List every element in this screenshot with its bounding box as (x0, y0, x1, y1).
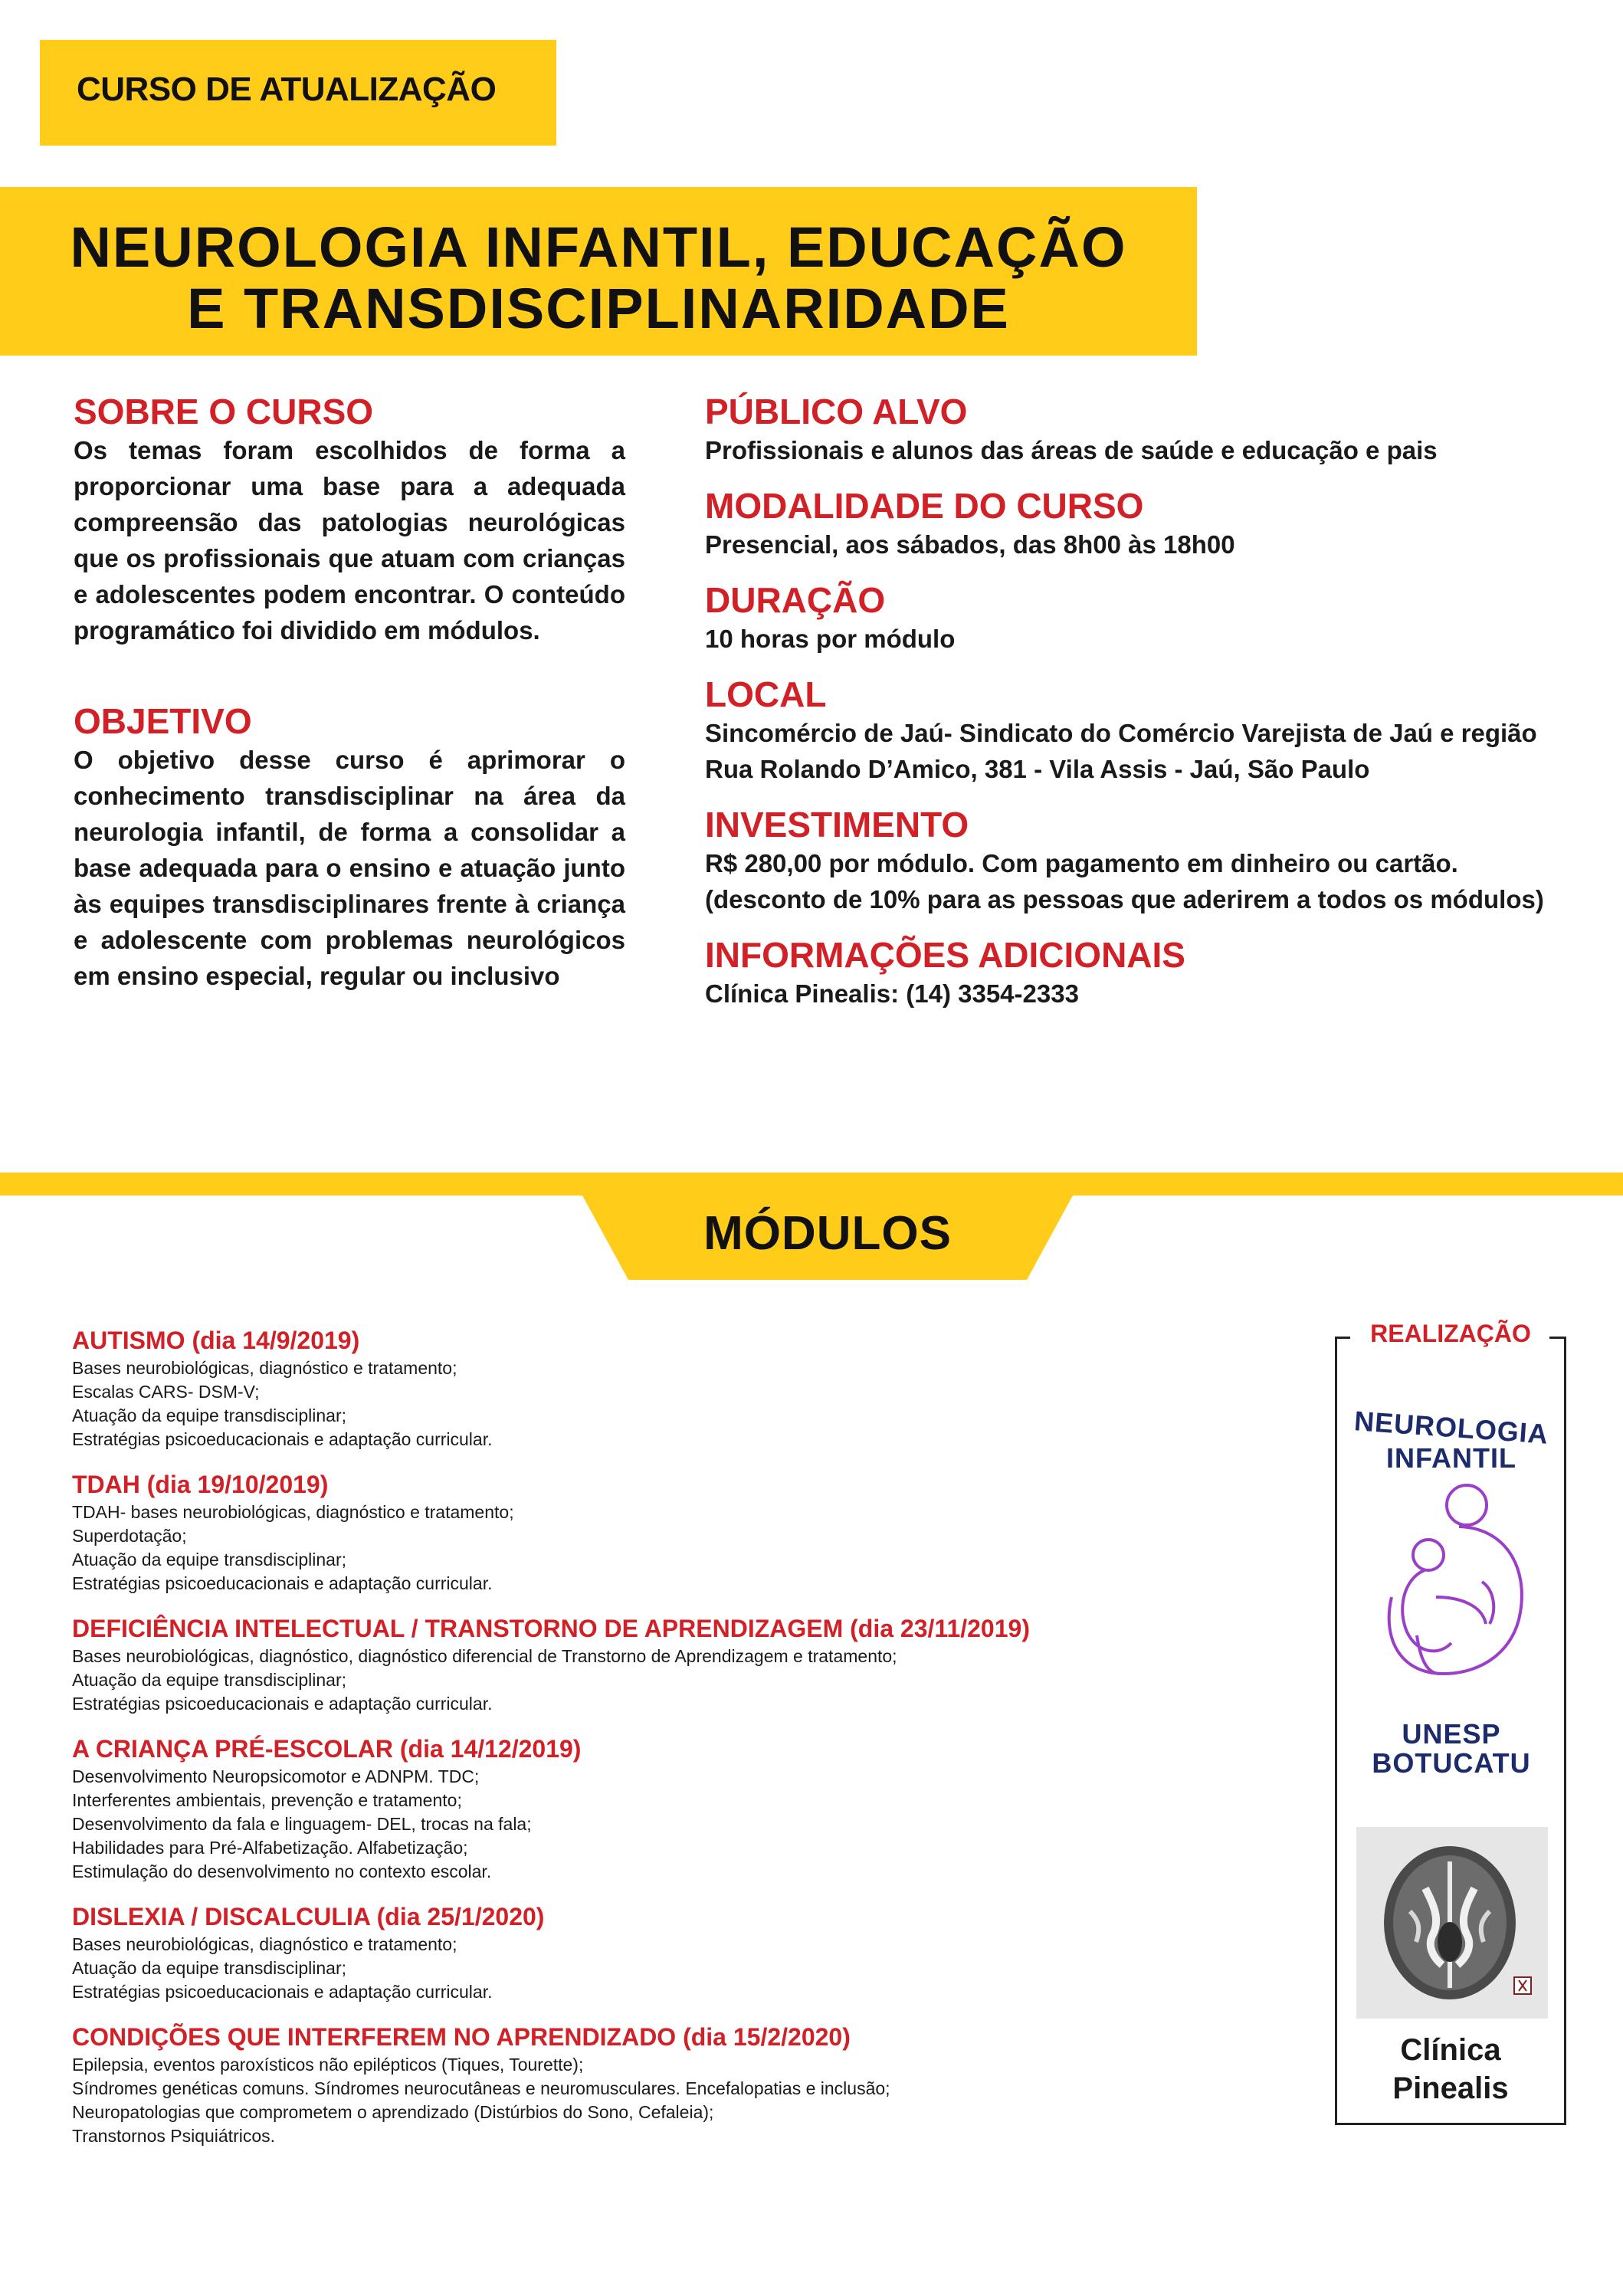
duration-section (705, 579, 1586, 657)
module-topic: Escalas CARS- DSM-V; (72, 1382, 260, 1402)
module-block (72, 1468, 1267, 1596)
brain-scan-graphic (1356, 1827, 1548, 2019)
modules-list (72, 1324, 1267, 2165)
course-title-line2: E TRANSDISCIPLINARIDADE (187, 277, 1010, 340)
audience-heading: PÚBLICO ALVO (705, 392, 968, 431)
module-block (72, 1733, 1267, 1884)
module-topic: Atuação da equipe transdisciplinar; (72, 1550, 347, 1569)
organizer-box (1335, 1320, 1565, 2126)
module-block (72, 1901, 1267, 2004)
modality-section (705, 485, 1586, 563)
duration-text: 10 horas por módulo (705, 625, 956, 653)
module-topic: Transtornos Psiquiátricos. (72, 2126, 276, 2146)
course-type-banner (40, 40, 556, 146)
module-topic: Atuação da equipe transdisciplinar; (72, 1405, 347, 1425)
course-title-line1: NEUROLOGIA INFANTIL, EDUCAÇÃO (70, 215, 1127, 279)
brain-scan-image (1356, 1827, 1548, 2019)
objective-heading: OBJETIVO (74, 701, 252, 741)
module-topic: Neuropatologias que comprometem o aprendizado (Distúrbios do Sono, Cefaleia); (72, 2102, 714, 2122)
price-section (705, 804, 1586, 917)
clinic-name (1335, 2031, 1566, 2107)
module-title: AUTISMO (dia 14/9/2019) (72, 1327, 360, 1354)
organizer-label: REALIZAÇÃO (1370, 1320, 1531, 1347)
right-column (705, 391, 1586, 1028)
price-line2: (desconto de 10% para as pessoas que aderirem a todos os módulos) (705, 885, 1544, 913)
price-heading: INVESTIMENTO (705, 805, 969, 845)
location-line2: Rua Rolando D’Amico, 381 - Vila Assis - Jaú, São Paulo (705, 755, 1370, 783)
module-title: DISLEXIA / DISCALCULIA (dia 25/1/2020) (72, 1903, 545, 1930)
module-topic: Desenvolvimento Neuropsicomotor e ADNPM. TDC; (72, 1766, 480, 1786)
modules-tab (582, 1196, 1073, 1280)
neurologia-infantil-logo (1352, 1383, 1551, 1781)
duration-heading: DURAÇÃO (705, 580, 886, 620)
module-topic: Habilidades para Pré-Alfabetização. Alfabetização; (72, 1838, 468, 1858)
module-block (72, 2021, 1267, 2148)
module-topic: Interferentes ambientais, prevenção e tratamento; (72, 1790, 462, 1810)
module-topic: Estratégias psicoeducacionais e adaptação curricular. (72, 1694, 493, 1714)
module-topic: Síndromes genéticas comuns. Síndromes neurocutâneas e neuromusculares. Encefalopatias e inclusão; (72, 2078, 890, 2098)
module-block (72, 1324, 1267, 1451)
price-line1: R$ 280,00 por módulo. Com pagamento em dinheiro ou cartão. (705, 849, 1458, 877)
logo-text-bottom1: UNESP (1402, 1718, 1501, 1750)
clinic-name-line1: Clínica (1400, 2033, 1501, 2067)
location-heading: LOCAL (705, 674, 827, 714)
module-topic: Estratégias psicoeducacionais e adaptação curricular. (72, 1982, 493, 2002)
logo-text-bottom2: BOTUCATU (1372, 1747, 1531, 1779)
modality-heading: MODALIDADE DO CURSO (705, 486, 1144, 526)
location-section (705, 674, 1586, 787)
module-topic: Atuação da equipe transdisciplinar; (72, 1670, 347, 1690)
module-topic: TDAH- bases neurobiológicas, diagnóstico e tratamento; (72, 1502, 514, 1522)
location-line1: Sincomércio de Jaú- Sindicato do Comércio Varejista de Jaú e região (705, 719, 1537, 747)
section-divider (0, 1173, 1623, 1196)
module-topic: Bases neurobiológicas, diagnóstico, diagnóstico diferencial de Transtorno de Aprendizagem e tratamento; (72, 1646, 897, 1666)
clinic-name-line2: Pinealis (1392, 2071, 1509, 2105)
about-heading: SOBRE O CURSO (74, 392, 374, 431)
objective-section (74, 700, 625, 994)
module-topic: Superdotação; (72, 1526, 187, 1546)
module-topic: Estimulação do desenvolvimento no contexto escolar. (72, 1861, 492, 1881)
modules-title: MÓDULOS (703, 1207, 952, 1260)
audience-section (705, 391, 1586, 468)
module-block (72, 1612, 1267, 1716)
info-heading: INFORMAÇÕES ADICIONAIS (705, 935, 1185, 975)
left-column (74, 391, 625, 994)
audience-text: Profissionais e alunos das áreas de saúde e educação e pais (705, 436, 1438, 464)
about-section (74, 391, 625, 648)
module-title: TDAH (dia 19/10/2019) (72, 1471, 329, 1498)
module-title: A CRIANÇA PRÉ-ESCOLAR (dia 14/12/2019) (72, 1735, 582, 1763)
module-topic: Estratégias psicoeducacionais e adaptação curricular. (72, 1573, 493, 1593)
module-topic: Estratégias psicoeducacionais e adaptação curricular. (72, 1429, 493, 1449)
info-text: Clínica Pinealis: (14) 3354-2333 (705, 979, 1079, 1008)
objective-text: O objetivo desse curso é aprimorar o conhecimento transdisciplinar na área da neurologia infantil, de forma a consolidar a base adequada para o ensino e atuação junto às equipes transdisciplinares frente à criança e adolescente com problemas neurológicos em ensino especial, regular ou inclusivo (74, 746, 625, 990)
mother-child-icon (1352, 1482, 1551, 1712)
module-title: CONDIÇÕES QUE INTERFEREM NO APRENDIZADO (dia 15/2/2020) (72, 2023, 851, 2051)
info-section (705, 934, 1586, 1012)
logo-text-top2: INFANTIL (1386, 1442, 1516, 1474)
module-topic: Bases neurobiológicas, diagnóstico e tratamento; (72, 1358, 457, 1378)
modality-text: Presencial, aos sábados, das 8h00 às 18h00 (705, 530, 1235, 559)
course-type-label: CURSO DE ATUALIZAÇÃO (77, 71, 497, 108)
logo-text-top: NEUROLOGIA (1352, 1405, 1550, 1450)
module-title: DEFICIÊNCIA INTELECTUAL / TRANSTORNO DE APRENDIZAGEM (dia 23/11/2019) (72, 1615, 1030, 1642)
module-topic: Atuação da equipe transdisciplinar; (72, 1958, 347, 1978)
module-topic: Desenvolvimento da fala e linguagem- DEL, trocas na fala; (72, 1814, 532, 1834)
module-topic: Bases neurobiológicas, diagnóstico e tratamento; (72, 1934, 457, 1954)
module-topic: Epilepsia, eventos paroxísticos não epilépticos (Tiques, Tourette); (72, 2055, 584, 2075)
about-text: Os temas foram escolhidos de forma a proporcionar uma base para a adequada compreensão das patologias neurológicas que os profissionais que atuam com crianças e adolescentes podem encontrar. O conteúdo programático foi dividido em módulos. (74, 436, 625, 645)
title-banner (0, 187, 1197, 356)
